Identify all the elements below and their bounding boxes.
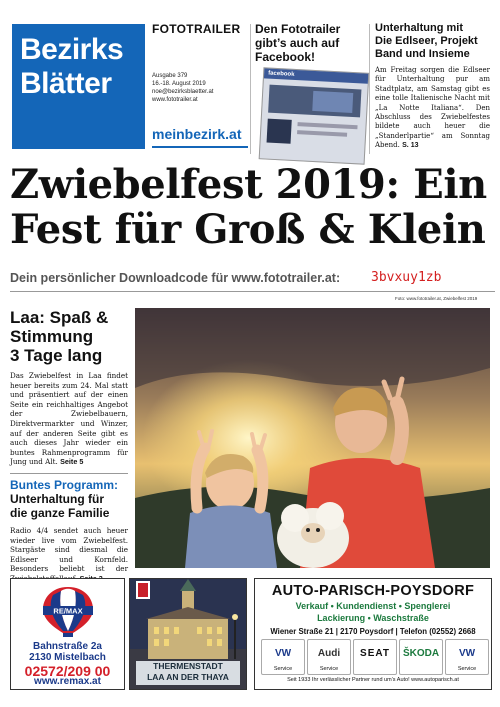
brand-label: Service	[457, 666, 477, 672]
download-label: Dein persönlicher Downloadcode für www.fototrailer.at:	[10, 271, 341, 285]
masthead-logo	[12, 24, 145, 149]
entertainment-headline-1: Die Edlseer, Projekt	[375, 35, 478, 47]
issue-email[interactable]: noe@bezirksblaetter.at	[152, 89, 214, 95]
brand-audi-service	[307, 639, 351, 675]
divider	[10, 473, 128, 474]
vw-logo-icon: VW	[274, 648, 292, 659]
ad-laa-thermenstadt[interactable]	[129, 578, 247, 690]
facebook-headline-2: gibt’s auch auf	[255, 36, 340, 50]
parisch-brands	[259, 639, 487, 673]
ad-auto-parisch[interactable]	[254, 578, 492, 690]
meinbezirk-link[interactable]: meinbezirk.at	[152, 126, 242, 142]
entertainment-kicker: Unterhaltung mit	[375, 22, 463, 34]
vw-commercial-logo-icon: VW	[458, 648, 476, 659]
download-row	[10, 270, 495, 288]
audi-logo-icon: Audi	[317, 648, 341, 659]
photo-credit: Foto: www.fototrailer.at, Zwiebelfest 2019	[395, 296, 478, 301]
issue-info	[152, 72, 213, 104]
entertainment-headline-2: Band und Insieme	[375, 48, 470, 60]
facebook-headline-1: Den Fototrailer	[255, 22, 341, 36]
brand-underline	[152, 146, 248, 148]
brand-label: Service	[273, 666, 293, 672]
brand-skoda	[399, 639, 443, 675]
skoda-logo-icon: ŠKODA	[402, 648, 440, 659]
article1-headline-2: Stimmung	[10, 327, 94, 346]
remax-balloon-icon	[41, 585, 95, 637]
article1-page: Seite 5	[60, 457, 84, 467]
remax-street: Bahnstraße 2a	[33, 641, 102, 652]
parisch-address: Wiener Straße 21 | 2170 Poysdorf | Telefon (02552) 2668	[270, 627, 476, 636]
facebook-screen-brand: facebook	[268, 70, 295, 78]
headline-line2: Fest für Groß & Klein	[10, 206, 486, 253]
ads-row	[10, 578, 490, 690]
ad-remax[interactable]	[10, 578, 125, 690]
brand-vw-service	[261, 639, 305, 675]
parisch-services-2: Lackierung • Waschstraße	[317, 613, 429, 623]
article2-headline-1: Unterhaltung für	[10, 491, 104, 506]
facebook-headline-3: Facebook!	[255, 50, 316, 64]
laa-caption	[136, 661, 240, 685]
remax-phone[interactable]: 02572/209 00	[24, 663, 111, 679]
remax-web[interactable]: www.remax.at	[34, 676, 101, 687]
issue-web[interactable]: www.fototrailer.at	[152, 97, 198, 103]
parisch-services-1: Verkauf • Kundendienst • Spenglerei	[295, 601, 451, 611]
remax-brand: RE/MAX	[53, 606, 83, 616]
issue-meta	[152, 22, 248, 152]
article1-headline-3: 3 Tage lang	[10, 346, 103, 365]
left-column	[10, 308, 128, 584]
entertainment-teaser	[375, 22, 490, 157]
divider	[369, 24, 370, 154]
article1-headline-1: Laa: Spaß &	[10, 308, 109, 327]
laa-caption-line2: LAA AN DER THAYA	[147, 672, 229, 682]
masthead-line2: Blätter	[20, 67, 112, 100]
issue-number: Ausgabe 379	[152, 73, 188, 79]
brand-label: Service	[319, 666, 339, 672]
article2-headline-2: die ganze Familie	[10, 505, 110, 520]
parisch-footer: Seit 1933 Ihr verlässlicher Partner rund um’s Auto! www.autoparisch.at	[287, 677, 459, 683]
headline-line1: Zwiebelfest 2019: Ein	[10, 161, 487, 208]
brand-seat	[353, 639, 397, 675]
main-headline	[10, 162, 495, 252]
article1-body: Das Zwiebelfest in Laa findet heuer bereits zum 24. Mal statt und präsentiert auf der einen Seite ein reichhaltiges Angebot der Zwiebelbauern, Direktvermarkter und Winzer, auf der anderen Seite gibt es auch dieses Jahr wieder ein buntes Rahmenprogramm für Jung und Alt. Seite 5	[10, 371, 128, 467]
issue-dates: 16.-18. August 2019	[152, 81, 206, 87]
entertainment-body: Am Freitag sorgen die Edlseer für Unterhaltung pur am Stadtplatz, am Samstag gibt es eine tolle Italienische Nacht mit „La Notte Italiana“. Den Abschluss des Zwiebelfestes bildete auch heuer die „Standerlpartie“ am Sonntag Abend. S. 13	[375, 66, 490, 150]
remax-city: 2130 Mistelbach	[29, 652, 106, 663]
seat-logo-icon: SEAT	[360, 648, 390, 659]
section-title: FOTOTRAILER	[152, 22, 241, 36]
entertainment-page: S. 13	[402, 142, 419, 150]
divider	[250, 24, 251, 154]
divider	[10, 291, 495, 292]
article2-body: Radio 4/4 sendet auch heuer wieder live vom Zwiebelfest. Stargäste sind diesmal die Edlseer und Kornfeld. Besonders beliebt ist der	[10, 526, 128, 584]
brand-vw-nutzfahrzeuge	[445, 639, 489, 675]
cover-photo	[135, 308, 490, 568]
article2-kicker: Buntes Programm:	[10, 477, 119, 492]
laa-caption-line1: THERMENSTADT	[153, 661, 223, 671]
download-code[interactable]: 3bvxuy1zb	[371, 270, 442, 285]
facebook-screenshot	[259, 67, 370, 164]
masthead-line1: Bezirks	[20, 33, 124, 66]
facebook-teaser[interactable]	[255, 22, 365, 157]
parisch-title: AUTO-PARISCH-POYSDORF	[271, 583, 475, 599]
